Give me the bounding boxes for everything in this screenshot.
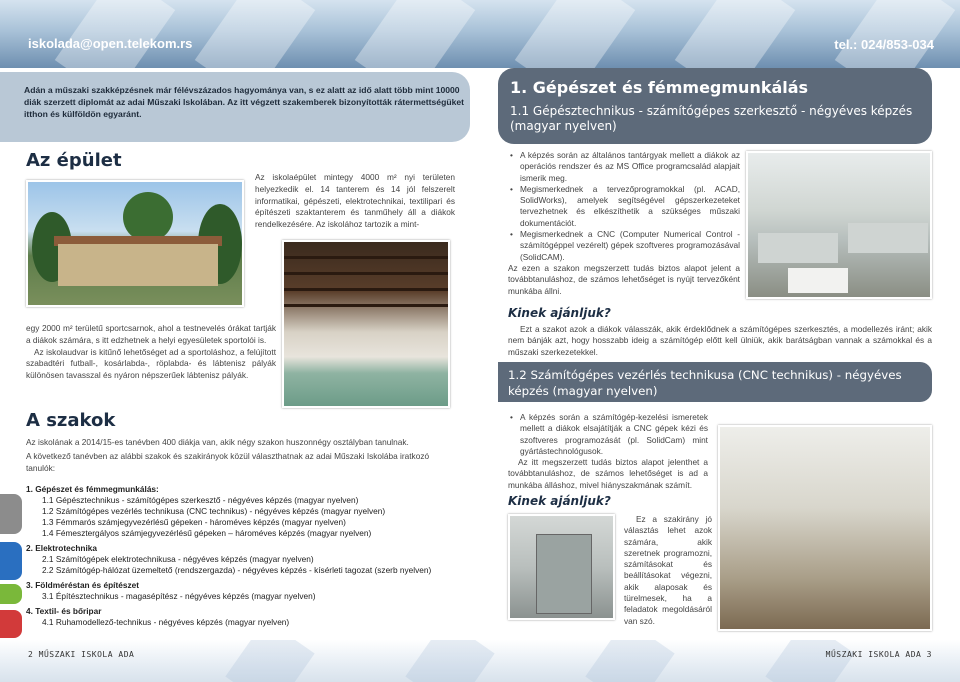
list-item: 2.2 Számítógép-hálózat üzemeltető (rendszergazda) - négyéves képzés - kísérleti tagozat (szerb nyelven) [42,565,432,575]
footer-right: MŰSZAKI ISKOLA ADA 3 [825,650,932,659]
category-tab-green [0,584,22,604]
banner-decoration [355,0,475,68]
course-1-1-summary: Az ezen a szakon megszerzett tudás biztos alapot jelent a továbbtanuláshoz, de számos lehetőséget is nyújt tervezőként munkába állni. [508,262,740,296]
footer-left: 2 MŰSZAKI ISKOLA ADA [28,650,135,659]
bottom-banner [0,640,960,682]
szakok-paragraph-2: A következő tanévben az alábbi szakok és szakirányok közül választhatnak az adai Műszaki Iskolába iratkozó tanulók: [26,450,430,473]
category-tab-gray [0,494,22,534]
course-1-2-header [498,362,932,402]
list-item: 1.1 Gépésztechnikus - számítógépes szerkesztő - négyéves képzés (magyar nyelven) [42,495,359,505]
szakok-paragraph-1: Az iskolának a 2014/15-es tanévben 400 diákja van, akik négy szakon huszonnégy osztályban tanulnak. [26,437,409,447]
list-item: 1.3 Fémmarós számjegyvezérlésű gépeken - hároméves képzés (magyar nyelven) [42,517,346,527]
intro-text: Adán a műszaki szakképzésnek már félévszázados hagyománya van, s ez alatt az idő alatt több mint 10000 diák szerzett diplomát az adai Műszaki Iskolában. Az itt végzett szakemberek bizonyították rátermettségüket itthon és külföldön egyaránt. [24,85,465,119]
right-heading: 1. Gépészet és fémmegmunkálás [510,78,809,97]
right-section-header [498,68,932,144]
category-label: 4. Textil- és bőripar [26,606,102,616]
building-photo [26,180,244,307]
banner-decoration [195,0,315,68]
course-1-2-summary: Az itt megszerzett tudás biztos alapot jelenthet a továbbtanuláshoz, de számos lehetőséget is ad a munkába álláshoz, mivel hiányszakmának számít. [508,457,708,490]
banner-decoration [515,0,635,68]
kinek-ajanljuk-text-1: Ezt a szakot azok a diákok válasszák, akik érdeklődnek a számítógépes szerkesztés, a modellezés iránt; akik nem bánják azt, hogy hosszabb ideig a számítógép előtt kell ülniük, akik barátságban vannak a számokkal és a műszaki szerkezetekkel. [508,324,932,357]
banner-decoration [675,0,795,68]
list-item: 3.1 Építésztechnikus - magasépítész - négyéves képzés (magyar nyelven) [42,591,316,601]
building-text: Az iskolaépület mintegy 4000 m² nyi területen helyezkedik el. 14 tanterem és 14 jól felszerelt informatikai, gépészeti, elektrotechnikai, textilipari és építészeti szaktanterem és tanműhely áll a diákok rendelkezésére. Az iskolához tartozik a mint- [255,172,455,230]
workshop-photo [718,425,932,631]
kinek-ajanljuk-title-2: Kinek ajánljuk? [508,494,611,508]
category-label: 2. Elektrotechnika [26,543,98,553]
kinek-ajanljuk-title-1: Kinek ajánljuk? [508,306,611,320]
cnc-machine-photo [508,514,615,620]
kinek-ajanljuk-text-2: Ez a szakirány jó választás lehet azok számára, akik szeretnek programozni, számításokat és beállításokat végezni, akik alaposak és türelmesek, ha a feladatok megoldásáról van szó. [624,514,712,626]
section-title-szakok: A szakok [26,410,116,431]
sports-hall-photo [282,240,450,408]
course-1-1-details [508,150,740,297]
bullet-item: • A képzés során az általános tantárgyak mellett a diákok az operációs rendszer és az MS Office programcsalád alapjait ismerik meg. [508,150,740,184]
section-title-building: Az épület [26,150,122,171]
bullet-item: • Megismerkednek a tervezőprogramokkal (pl. ACAD, SolidWorks), amelyek segítségével gépszerkezeteket tervezhetnek és elkészíthetik a szükséges műszaki dokumentációt. [508,184,740,229]
bullet-item: • Megismerkednek a CNC (Computer Numerical Control - számítógéppel vezérelt) gépek szoftveres programozásával (SolidCAM). [508,229,740,263]
category-label: 3. Földméréstan és építészet [26,580,139,590]
szakok-intro [26,437,458,476]
sports-text [26,323,276,382]
header-email[interactable]: iskolada@open.telekom.rs [28,36,193,51]
sports-text-1: egy 2000 m² területű sportcsarnok, ahol a testnevelés órákat tartják a diákok számára, s itt edzhetnek a helyi egyesületek sportolói is. [26,323,276,345]
category-label: 1. Gépészet és fémmegmunkálás: [26,484,159,494]
list-item: 1.4 Fémesztergályos számjegyvezérlésű gépeken – hároméves képzés (magyar nyelven) [42,528,372,538]
intro-box [0,72,470,142]
course-1-2-title: 1.2 Számítógépes vezérlés technikusa (CNC technikus) - négyéves képzés (magyar nyelven) [508,368,902,398]
top-banner [0,0,960,68]
banner-decoration [835,0,955,68]
list-item: 2.1 Számítógépek elektrotechnikusa - négyéves képzés (magyar nyelven) [42,554,314,564]
bullet-item: • A képzés során a számítógép-kezelési ismeretek mellett a diákok elsajátítják a CNC gépek kézi és szoftveres programozását (pl. SolidCam) mint gyártástechnológusok. [508,412,708,457]
course-1-2-details [508,412,708,491]
category-tab-red [0,610,22,638]
header-phone: tel.: 024/853-034 [834,37,934,52]
banner-decoration [55,0,175,68]
list-item: 1.2 Számítógépes vezérlés technikusa (CNC technikus) - négyéves képzés (magyar nyelven) [42,506,386,516]
szakok-list [26,480,466,628]
computer-lab-photo [746,151,932,299]
right-subheading: 1.1 Gépésztechnikus - számítógépes szerkesztő - négyéves képzés (magyar nyelven) [510,104,913,133]
sports-text-2: Az iskolaudvar is kitűnő lehetőséget ad a sportoláshoz, a felújított szabadtéri futball-, kosárlabda-, röplabda- és lábtenisz pályák különösen tavasszal és nyáron népszerűek lábtenisz pályák. [26,346,276,381]
list-item: 4.1 Ruhamodellező-technikus - négyéves képzés (magyar nyelven) [42,617,290,627]
category-tab-blue [0,542,22,580]
